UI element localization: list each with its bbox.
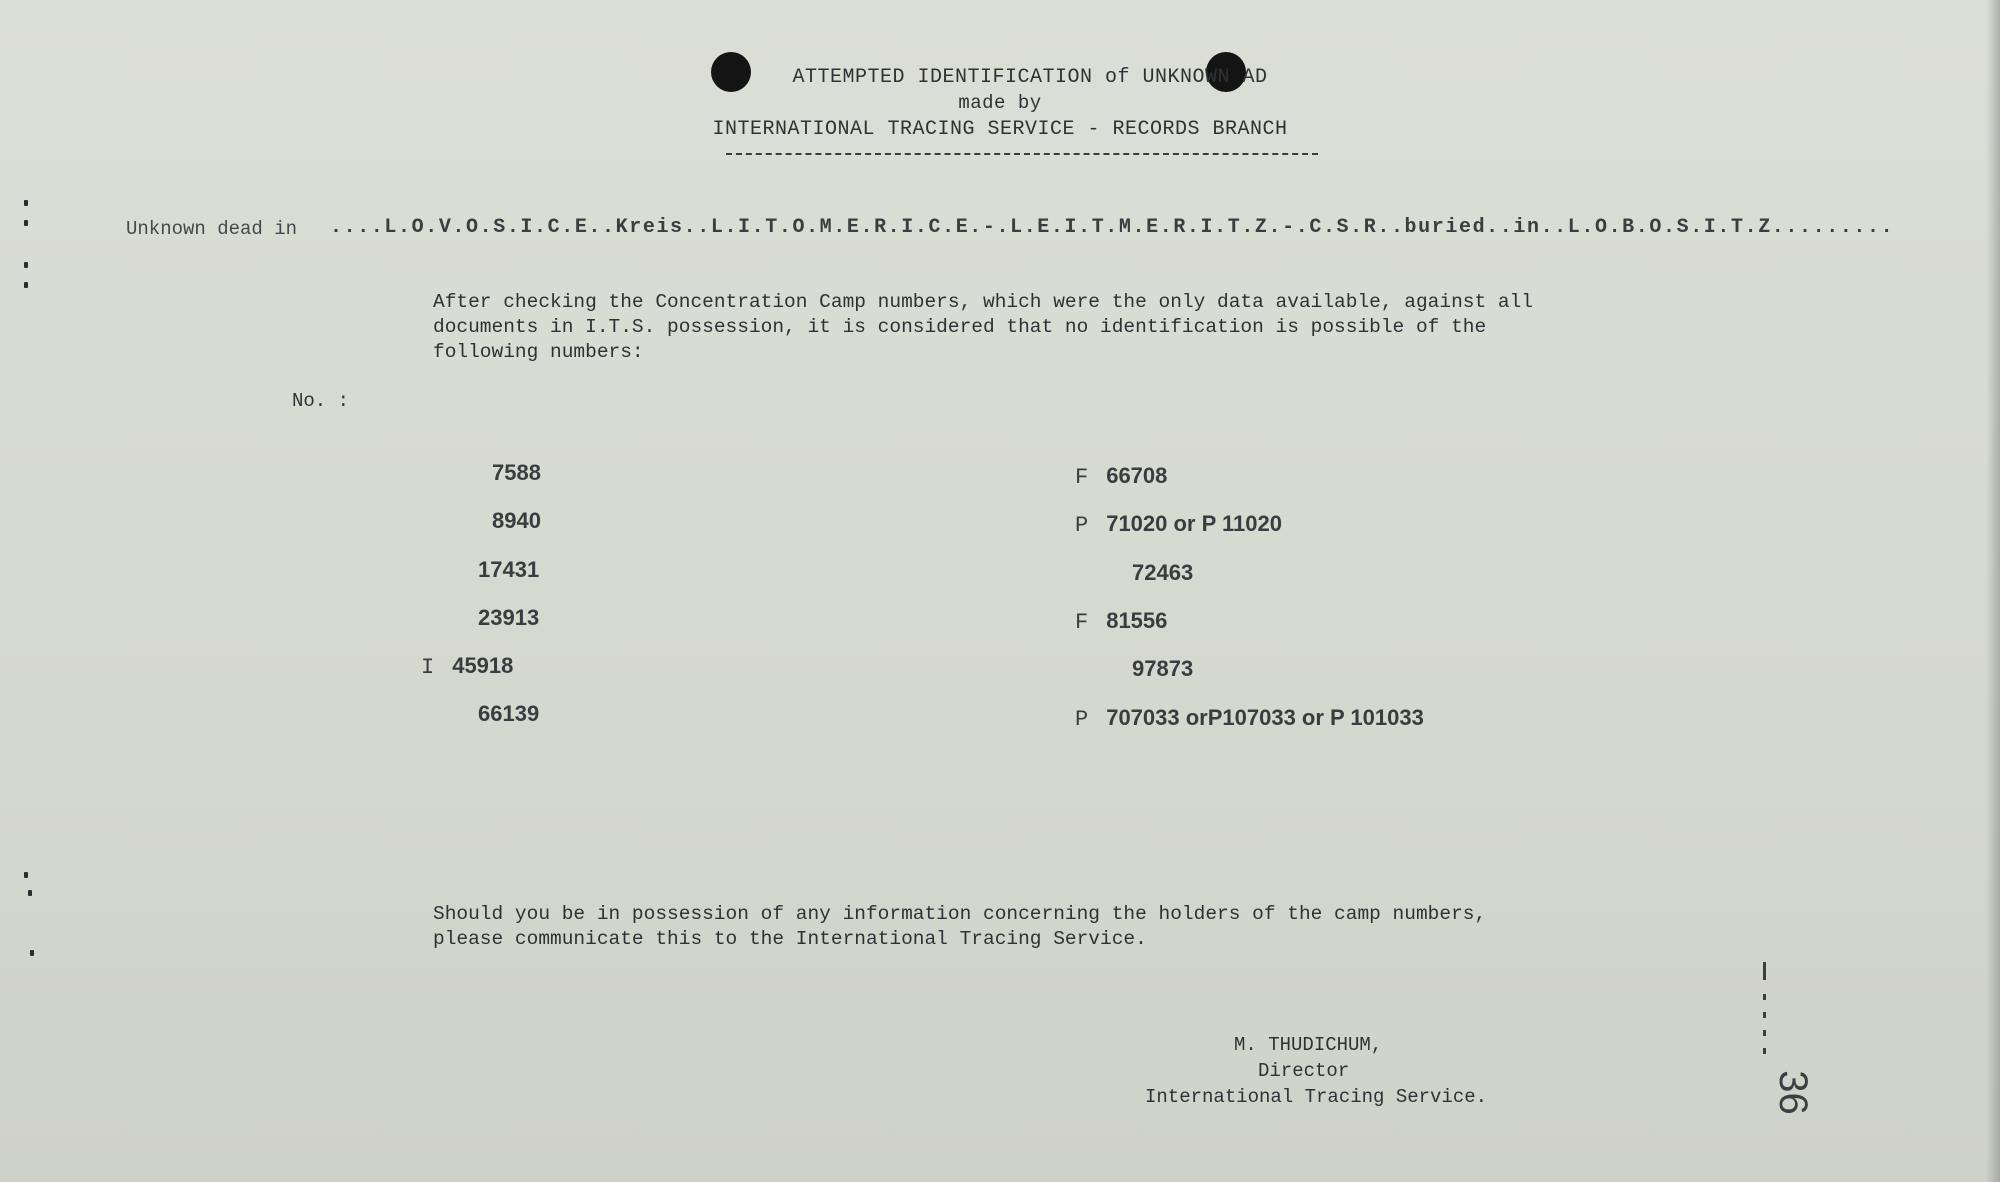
camp-number: 97873	[1132, 656, 1194, 681]
unknown-dead-label: Unknown dead in	[126, 218, 298, 240]
unknown-dead-location: ....L.O.V.O.S.I.C.E..Kreis..L.I.T.O.M.E.R.I.C.E.-.L.E.I.T.M.E.R.I.T.Z.-.C.S.R..buried..in..L.O.B.O.S.I.T.Z.........	[330, 216, 1895, 239]
margin-speck	[24, 262, 28, 268]
stamp-mark	[1763, 1048, 1766, 1054]
camp-number: F 66708	[1075, 463, 1168, 490]
camp-number: 72463	[1132, 560, 1194, 585]
margin-speck	[24, 282, 28, 288]
margin-speck	[24, 220, 28, 226]
document-title: ATTEMPTED IDENTIFICATION of UNKNOWN AD	[792, 66, 1268, 89]
margin-speck	[24, 872, 28, 878]
stamp-mark	[1763, 994, 1766, 1000]
camp-number: 8940	[492, 508, 541, 533]
margin-speck	[24, 200, 28, 206]
page-number-stamp: 36	[1770, 1070, 1815, 1115]
request-statement: Should you be in possession of any information concerning the holders of the camp numbers, please communicate this to the International Tracing Service.	[433, 903, 1487, 950]
signatory-organization: International Tracing Service.	[1145, 1086, 1488, 1108]
camp-number: 66139	[478, 701, 540, 726]
header-underline	[726, 153, 1318, 155]
checking-statement: After checking the Concentration Camp numbers, which were the only data available, against all documents in I.T.S. possession, it is considered that no identification is possible of the following numbers:	[433, 291, 1533, 363]
camp-number: P 707033 orP107033 or P 101033	[1075, 705, 1424, 732]
camp-number: I 45918	[421, 653, 514, 680]
page-edge-shadow	[1986, 0, 2000, 1182]
camp-number: 7588	[492, 460, 541, 485]
numbers-label: No. :	[292, 390, 350, 412]
margin-speck	[28, 890, 32, 896]
camp-number: 17431	[478, 557, 540, 582]
camp-number: 23913	[478, 605, 540, 630]
signatory-title: Director	[1258, 1060, 1350, 1082]
camp-number: P 71020 or P 11020	[1075, 511, 1282, 538]
stamp-mark	[1763, 962, 1766, 980]
issuing-organization: INTERNATIONAL TRACING SERVICE - RECORDS BRANCH	[712, 118, 1288, 141]
margin-speck	[30, 950, 34, 956]
signatory-name: M. THUDICHUM,	[1234, 1034, 1383, 1056]
stamp-mark	[1763, 1012, 1766, 1018]
stamp-mark	[1763, 1030, 1766, 1036]
document-subtitle: made by	[958, 92, 1042, 114]
camp-number: F 81556	[1075, 608, 1168, 635]
